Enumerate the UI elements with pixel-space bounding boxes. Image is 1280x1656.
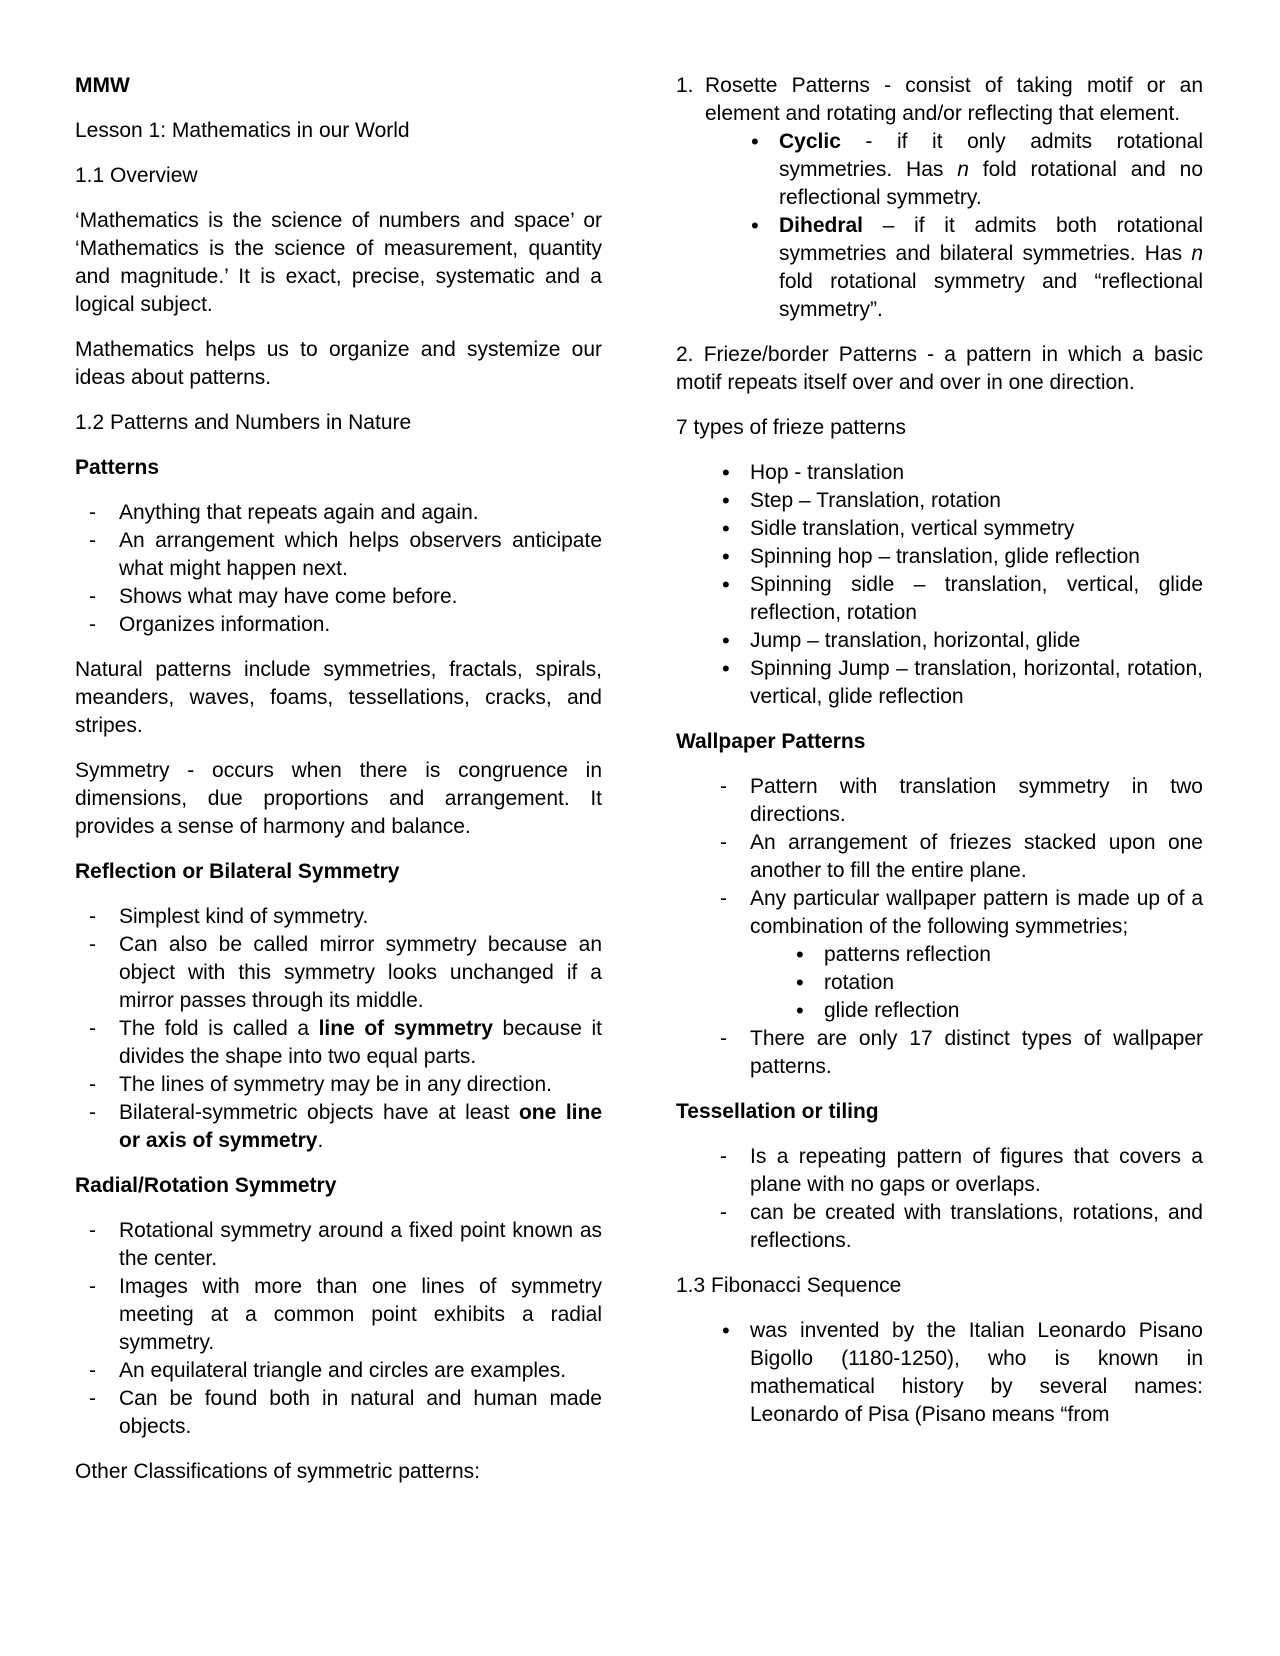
patterns-list [75,499,602,639]
list-item [706,885,1203,1025]
list-item: • was invented by the Italian Leonardo Pisano Bigollo (1180-1250), who is known in mathematical history by several names: Leonardo of Pisa (Pisano means “from [706,1317,1203,1429]
list-item: - Can be found both in natural and human made objects. [75,1385,602,1441]
bold-term: Dihedral [779,214,864,237]
fibonacci-heading: 1.3 Fibonacci Sequence [676,1274,902,1297]
wallpaper-heading: Wallpaper Patterns [676,730,866,753]
tessellation-heading: Tessellation or tiling [676,1100,879,1123]
list-item: - Anything that repeats again and again. [75,499,602,527]
list-item: - can be created with translations, rotations, and reflections. [706,1199,1203,1255]
left-column [75,72,602,1503]
list-item: - Is a repeating pattern of figures that covers a plane with no gaps or overlaps. [706,1143,1203,1199]
list-item: - Organizes information. [75,611,602,639]
overview-paragraph-2: Mathematics helps us to organize and systemize our ideas about patterns. [75,338,602,389]
frieze-types-heading: 7 types of frieze patterns [676,416,906,439]
text-run: - if it only admits rotational symmetries. Has [779,130,1203,181]
frieze-types-list [706,459,1203,711]
wallpaper-symmetries [780,941,1203,1025]
frieze-paragraph: 2. Frieze/border Patterns - a pattern in which a basic motif repeats itself over and over in one direction. [676,343,1203,394]
symmetry-definition: Symmetry - occurs when there is congruence in dimensions, due proportions and arrangement. It provides a sense of harmony and balance. [75,759,602,838]
text-run: – if it admits both rotational symmetries and bilateral symmetries. Has [779,214,1203,265]
text-run: The fold is called a [119,1017,319,1040]
list-item [75,1099,602,1155]
radial-heading: Radial/Rotation Symmetry [75,1174,337,1197]
list-number: 1. [676,74,694,97]
list-item [676,72,1203,324]
rosette-list [676,72,1203,324]
list-item: • Sidle translation, vertical symmetry [706,515,1203,543]
bold-term: Cyclic [779,130,841,153]
list-item: - Pattern with translation symmetry in two directions. [706,773,1203,829]
list-item: - Shows what may have come before. [75,583,602,611]
text-run: Any particular wallpaper pattern is made up of a combination of the following symmetries; [750,887,1203,938]
text-run: . [317,1129,324,1152]
list-item: - Simplest kind of symmetry. [75,903,602,931]
rosette-types [735,128,1203,324]
bold-term: line of symmetry [318,1017,493,1040]
overview-paragraph: ‘Mathematics is the science of numbers and space’ or ‘Mathematics is the science of measurement, quantity and magnitude.’ It is exact, precise, systematic and a logical subject. [75,209,602,316]
tessellation-list [706,1143,1203,1255]
wallpaper-list [706,773,1203,1081]
list-item: • glide reflection [780,997,1203,1025]
italic-term: n [1191,242,1203,265]
text-run: fold rotational symmetry and “reflectional symmetry”. [779,270,1203,321]
other-classifications: Other Classifications of symmetric patterns: [75,1460,480,1483]
natural-patterns-paragraph: Natural patterns include symmetries, fractals, spirals, meanders, waves, foams, tessellations, cracks, and stripes. [75,658,602,737]
list-item: • rotation [780,969,1203,997]
list-item [735,128,1203,212]
lesson-title: Lesson 1: Mathematics in our World [75,119,410,142]
reflection-list [75,903,602,1155]
rosette-text: Rosette Patterns - consist of taking motif or an element and rotating and/or reflecting that element. [705,74,1203,125]
list-item: • patterns reflection [780,941,1203,969]
list-item: • Spinning sidle – translation, vertical, glide reflection, rotation [706,571,1203,627]
list-item: - An equilateral triangle and circles are examples. [75,1357,602,1385]
list-item: • Hop - translation [706,459,1203,487]
text-run: fold rotational and no reflectional symmetry. [779,158,1203,209]
reflection-heading: Reflection or Bilateral Symmetry [75,860,400,883]
radial-list [75,1217,602,1441]
list-item: - An arrangement of friezes stacked upon one another to fill the entire plane. [706,829,1203,885]
list-item: - There are only 17 distinct types of wallpaper patterns. [706,1025,1203,1081]
text-run: because it divides the shape into two equal parts. [119,1017,602,1068]
list-item: - An arrangement which helps observers anticipate what might happen next. [75,527,602,583]
list-item: - The lines of symmetry may be in any direction. [75,1071,602,1099]
list-item [75,1015,602,1071]
text-run: Bilateral-symmetric objects have at least [119,1101,519,1124]
overview-heading: 1.1 Overview [75,164,198,187]
document-title: MMW [75,74,130,97]
fibonacci-list [706,1317,1203,1429]
list-item: - Rotational symmetry around a fixed point known as the center. [75,1217,602,1273]
list-item: • Spinning hop – translation, glide reflection [706,543,1203,571]
right-column [676,72,1203,1446]
list-item: • Step – Translation, rotation [706,487,1203,515]
patterns-numbers-heading: 1.2 Patterns and Numbers in Nature [75,411,412,434]
patterns-heading: Patterns [75,456,160,479]
italic-term: n [957,158,969,181]
list-item: • Spinning Jump – translation, horizontal, rotation, vertical, glide reflection [706,655,1203,711]
list-item: - Images with more than one lines of symmetry meeting at a common point exhibits a radial symmetry. [75,1273,602,1357]
list-item [735,212,1203,324]
bold-term: one line or axis of symmetry [119,1101,602,1152]
list-item: • Jump – translation, horizontal, glide [706,627,1203,655]
list-item: - Can also be called mirror symmetry because an object with this symmetry looks unchanged if a mirror passes through its middle. [75,931,602,1015]
